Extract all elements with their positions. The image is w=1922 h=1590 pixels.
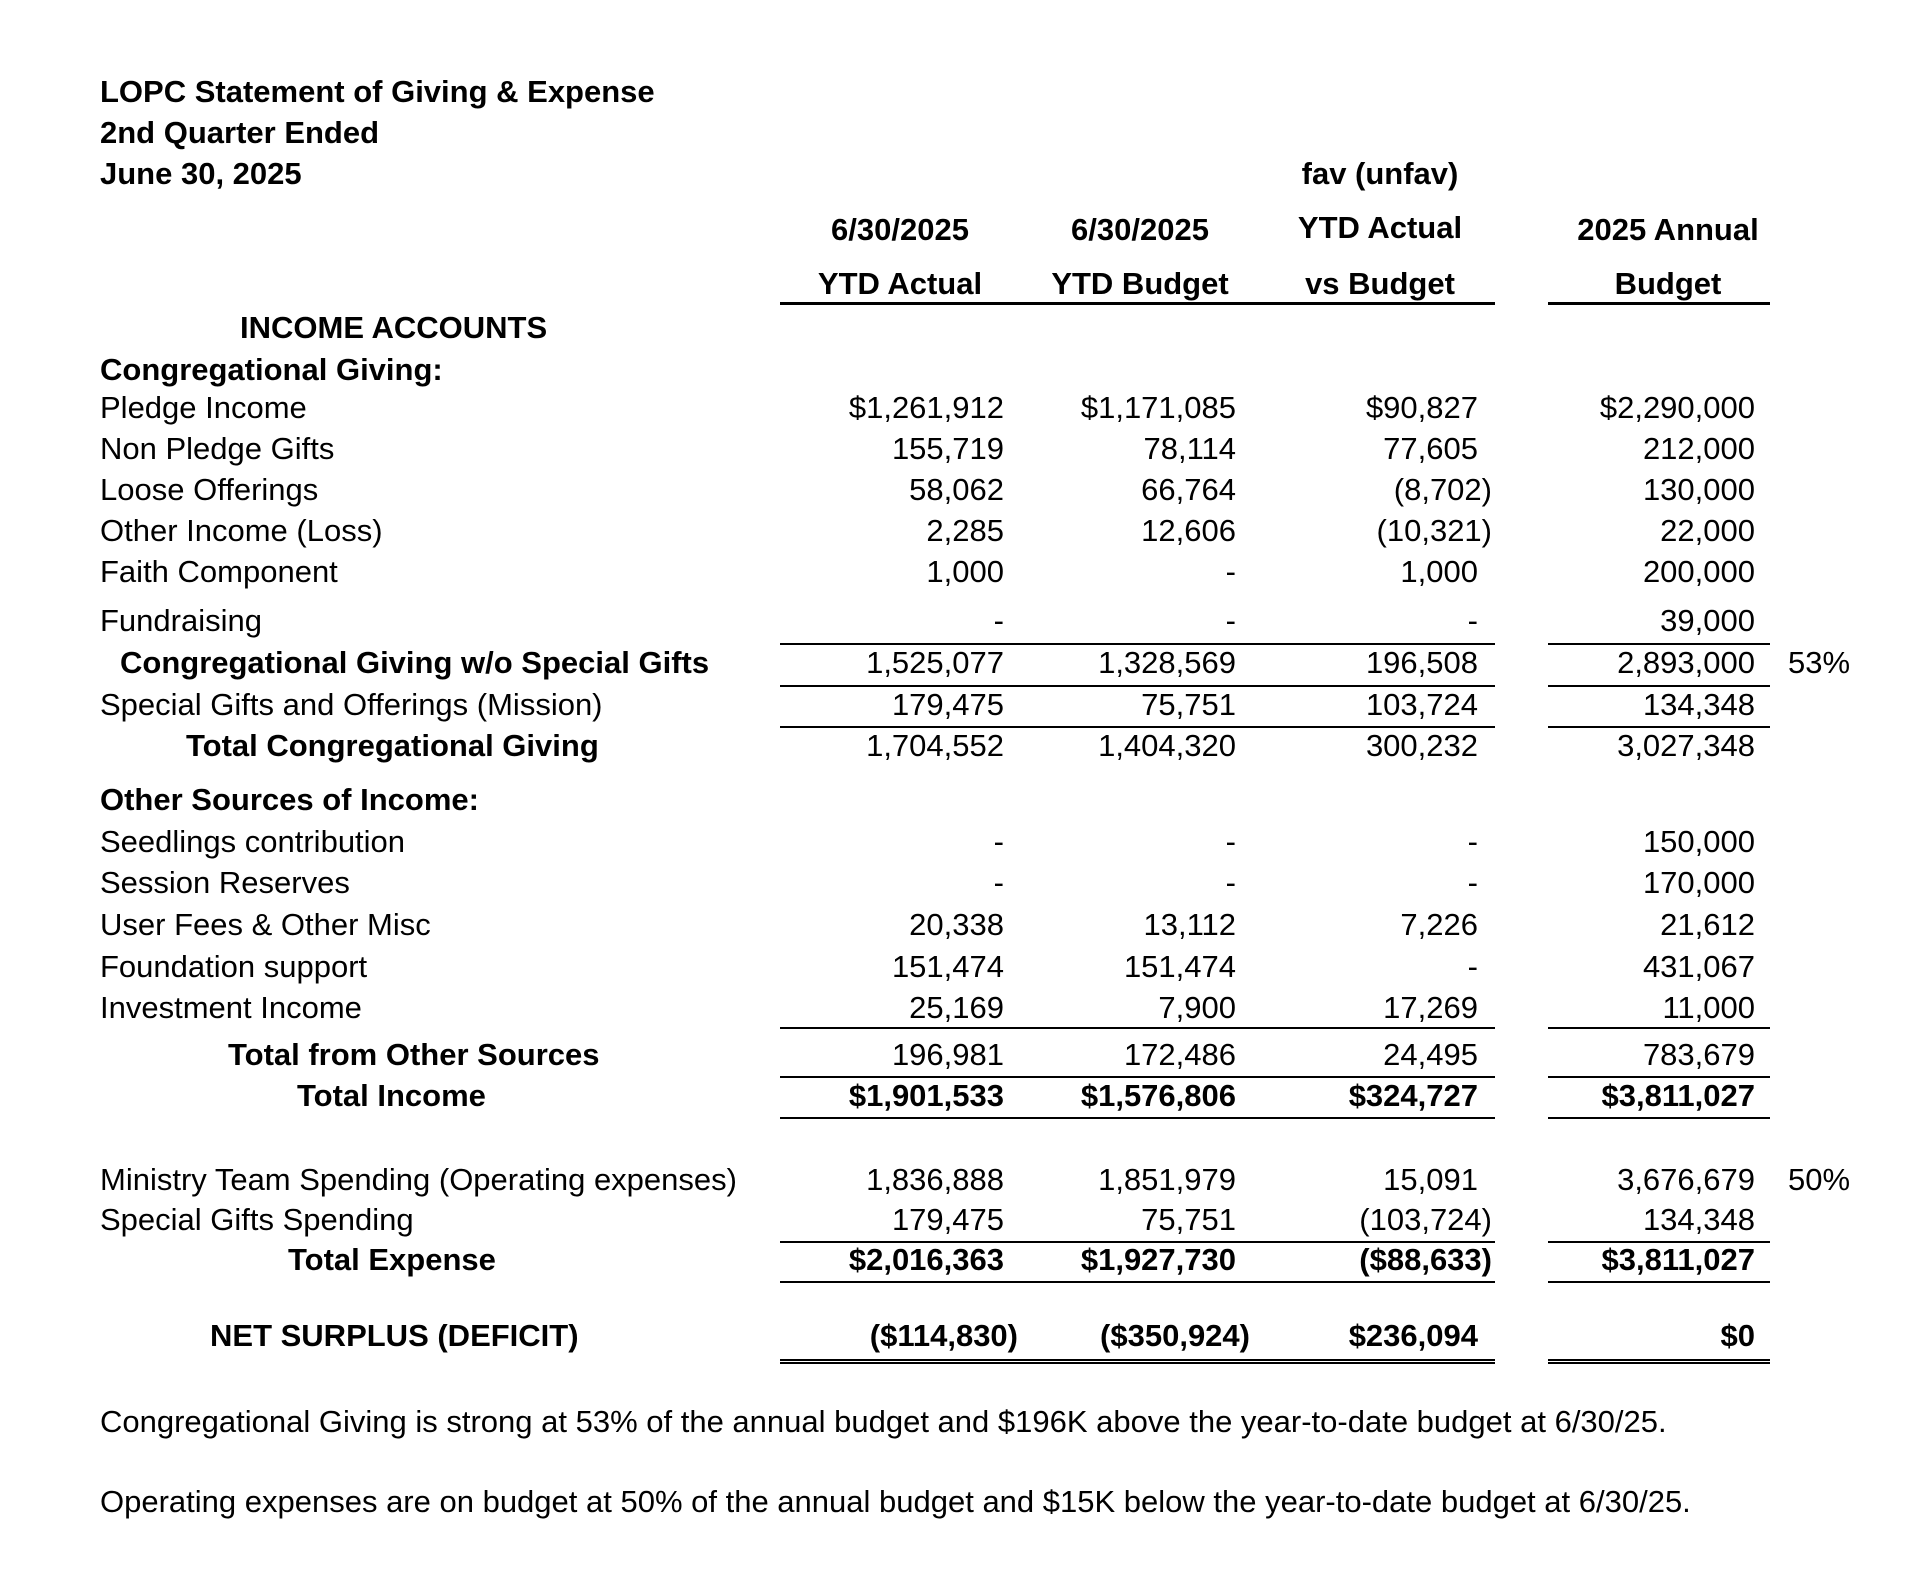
row-label: Pledge Income — [100, 390, 307, 425]
row-value-c1: 25,169 — [909, 990, 1004, 1025]
row-value-c2: 75,751 — [1141, 687, 1236, 722]
row-value-c2: 1,851,979 — [1098, 1162, 1236, 1197]
double-rule-net-annual — [1548, 1359, 1770, 1364]
row-value-c2: - — [1225, 603, 1236, 638]
row-value-c3: $90,827 — [1365, 390, 1478, 425]
percent-of-annual-budget: 53% — [1788, 645, 1851, 680]
row-value-c1: 58,062 — [909, 472, 1004, 507]
report-period: 2nd Quarter Ended — [100, 115, 380, 150]
row-label: Total Expense — [288, 1242, 496, 1277]
row-label: Total Income — [297, 1078, 486, 1113]
note-operating-expenses: Operating expenses are on budget at 50% of the annual budget and $15K below the year-to-date budget at 6/30/25. — [100, 1484, 1691, 1519]
row-label: User Fees & Other Misc — [100, 907, 431, 942]
row-value-c3: 24,495 — [1383, 1037, 1478, 1072]
row-value-c4: 212,000 — [1642, 431, 1755, 466]
row-label: Total from Other Sources — [228, 1037, 600, 1072]
row-value-c4: 431,067 — [1642, 949, 1755, 984]
row-value-c3: (103,724) — [1359, 1202, 1492, 1237]
row-value-c1: 1,704,552 — [866, 728, 1004, 763]
row-value-c3: 77,605 — [1383, 431, 1478, 466]
row-value-c1: - — [993, 865, 1004, 900]
row-value-c3: (10,321) — [1376, 513, 1492, 548]
row-value-c4: $3,811,027 — [1601, 1078, 1755, 1113]
row-value-c4: 134,348 — [1642, 687, 1755, 722]
row-value-c2: 7,900 — [1158, 990, 1236, 1025]
row-value-c3: 7,226 — [1400, 907, 1478, 942]
row-value-c2: $1,171,085 — [1080, 390, 1236, 425]
row-value-c4: 200,000 — [1642, 554, 1755, 589]
row-value-c1: - — [993, 824, 1004, 859]
row-value-c4: 3,027,348 — [1617, 728, 1755, 763]
row-value-c2: 13,112 — [1143, 907, 1236, 942]
row-value-c4: $2,290,000 — [1599, 390, 1755, 425]
rule-above-total-expense — [780, 1241, 1495, 1243]
row-label: Loose Offerings — [100, 472, 319, 507]
row-value-c2: 66,764 — [1141, 472, 1236, 507]
row-value-c1: 1,836,888 — [866, 1162, 1004, 1197]
row-value-c4: 2,893,000 — [1617, 645, 1755, 680]
percent-of-annual-budget: 50% — [1788, 1162, 1851, 1197]
row-value-c4: $0 — [1720, 1318, 1755, 1353]
header-rule-annual — [1548, 302, 1770, 305]
row-value-c3: - — [1467, 824, 1478, 859]
report-date: June 30, 2025 — [100, 156, 302, 191]
row-value-c2: ($350,924) — [1100, 1318, 1250, 1353]
row-value-c1: 179,475 — [891, 1202, 1004, 1237]
row-value-c2: 172,486 — [1123, 1037, 1236, 1072]
row-value-c2: 12,606 — [1141, 513, 1236, 548]
row-label: Total Congregational Giving — [186, 728, 599, 763]
row-value-c3: ($88,633) — [1359, 1242, 1492, 1277]
col4-header-line2: Budget — [1614, 266, 1722, 301]
rule-above-total-expense-annual — [1548, 1241, 1770, 1243]
row-label: Faith Component — [100, 554, 338, 589]
row-label: Seedlings contribution — [100, 824, 406, 859]
row-value-c1: 155,719 — [891, 431, 1004, 466]
row-value-c1: - — [993, 603, 1004, 638]
col3-header-line2: vs Budget — [1305, 266, 1455, 301]
row-value-c4: 170,000 — [1642, 865, 1755, 900]
row-value-c4: 11,000 — [1662, 990, 1755, 1025]
row-value-c1: 2,285 — [926, 513, 1004, 548]
row-label: Special Gifts and Offerings (Mission) — [100, 687, 603, 722]
row-value-c3: - — [1467, 949, 1478, 984]
row-value-c3: 1,000 — [1400, 554, 1478, 589]
row-value-c2: - — [1225, 865, 1236, 900]
header-rule — [780, 302, 1495, 305]
row-value-c4: 134,348 — [1642, 1202, 1755, 1237]
row-value-c1: ($114,830) — [869, 1318, 1018, 1353]
row-value-c4: 39,000 — [1660, 603, 1755, 638]
row-value-c1: $1,261,912 — [848, 390, 1004, 425]
section-income-accounts: INCOME ACCOUNTS — [240, 310, 548, 345]
row-value-c4: $3,811,027 — [1601, 1242, 1755, 1277]
row-label: Foundation support — [100, 949, 368, 984]
row-label: Ministry Team Spending (Operating expenses) — [100, 1162, 737, 1197]
row-value-c1: 151,474 — [891, 949, 1004, 984]
row-value-c3: 300,232 — [1365, 728, 1478, 763]
row-value-c2: 78,114 — [1143, 431, 1236, 466]
rule-above-special-gifts — [780, 685, 1495, 687]
rule-above-other-total-annual — [1548, 1027, 1770, 1029]
row-value-c3: (8,702) — [1393, 472, 1492, 507]
row-value-c3: - — [1467, 865, 1478, 900]
rule-above-subtotal — [780, 643, 1495, 645]
row-label: Session Reserves — [100, 865, 350, 900]
row-label: Investment Income — [100, 990, 362, 1025]
rule-above-total-income-annual — [1548, 1076, 1770, 1078]
row-value-c1: $2,016,363 — [848, 1242, 1004, 1277]
row-label: Non Pledge Gifts — [100, 431, 335, 466]
rule-above-other-total — [780, 1027, 1495, 1029]
row-value-c4: 22,000 — [1660, 513, 1755, 548]
col1-header-line2: YTD Actual — [817, 266, 983, 301]
section-congregational-giving: Congregational Giving: — [100, 352, 443, 387]
section-other-sources: Other Sources of Income: — [100, 782, 479, 817]
col2-header-line1: 6/30/2025 — [1071, 212, 1209, 247]
row-value-c2: - — [1225, 554, 1236, 589]
row-value-c2: 75,751 — [1141, 1202, 1236, 1237]
row-value-c3: - — [1467, 603, 1478, 638]
row-value-c1: 1,525,077 — [866, 645, 1004, 680]
row-label: Congregational Giving w/o Special Gifts — [120, 645, 710, 680]
row-value-c1: $1,901,533 — [848, 1078, 1004, 1113]
row-value-c3: 196,508 — [1365, 645, 1478, 680]
row-value-c1: 1,000 — [926, 554, 1004, 589]
row-value-c3: 15,091 — [1383, 1162, 1478, 1197]
double-rule-net — [780, 1359, 1495, 1364]
row-value-c1: 179,475 — [891, 687, 1004, 722]
col1-header-line1: 6/30/2025 — [831, 212, 969, 247]
row-value-c4: 3,676,679 — [1617, 1162, 1755, 1197]
col2-header-line2: YTD Budget — [1051, 266, 1229, 301]
col3-header-line1: YTD Actual — [1297, 210, 1463, 245]
row-label: Special Gifts Spending — [100, 1202, 414, 1237]
row-value-c3: 103,724 — [1365, 687, 1478, 722]
row-value-c1: 196,981 — [891, 1037, 1004, 1072]
rule-above-total-income — [780, 1076, 1495, 1078]
rule-below-total-income — [780, 1117, 1495, 1119]
rule-below-total-expense-annual — [1548, 1281, 1770, 1283]
rule-above-subtotal-annual — [1548, 643, 1770, 645]
rule-above-total-congregational-annual — [1548, 726, 1770, 728]
row-label: NET SURPLUS (DEFICIT) — [210, 1318, 579, 1353]
row-value-c4: 21,612 — [1660, 907, 1755, 942]
report-title: LOPC Statement of Giving & Expense — [100, 74, 655, 109]
col4-header-line1: 2025 Annual — [1577, 212, 1759, 247]
row-label: Other Income (Loss) — [100, 513, 383, 548]
row-value-c4: 130,000 — [1642, 472, 1755, 507]
row-value-c2: 1,328,569 — [1098, 645, 1236, 680]
row-label: Fundraising — [100, 603, 262, 638]
row-value-c2: $1,576,806 — [1080, 1078, 1236, 1113]
note-congregational-giving: Congregational Giving is strong at 53% of the annual budget and $196K above the year-to-date budget at 6/30/25. — [100, 1404, 1667, 1439]
row-value-c2: 1,404,320 — [1098, 728, 1236, 763]
row-value-c2: 151,474 — [1123, 949, 1236, 984]
row-value-c3: $236,094 — [1348, 1318, 1478, 1353]
row-value-c4: 150,000 — [1642, 824, 1755, 859]
row-value-c3: 17,269 — [1383, 990, 1478, 1025]
row-value-c2: $1,927,730 — [1080, 1242, 1236, 1277]
row-value-c2: - — [1225, 824, 1236, 859]
rule-below-total-expense — [780, 1281, 1495, 1283]
rule-above-total-congregational — [780, 726, 1495, 728]
row-value-c1: 20,338 — [909, 907, 1004, 942]
row-value-c4: 783,679 — [1642, 1037, 1755, 1072]
col3-header-line0: fav (unfav) — [1301, 156, 1459, 191]
rule-below-total-income-annual — [1548, 1117, 1770, 1119]
row-value-c3: $324,727 — [1348, 1078, 1478, 1113]
rule-above-special-gifts-annual — [1548, 685, 1770, 687]
